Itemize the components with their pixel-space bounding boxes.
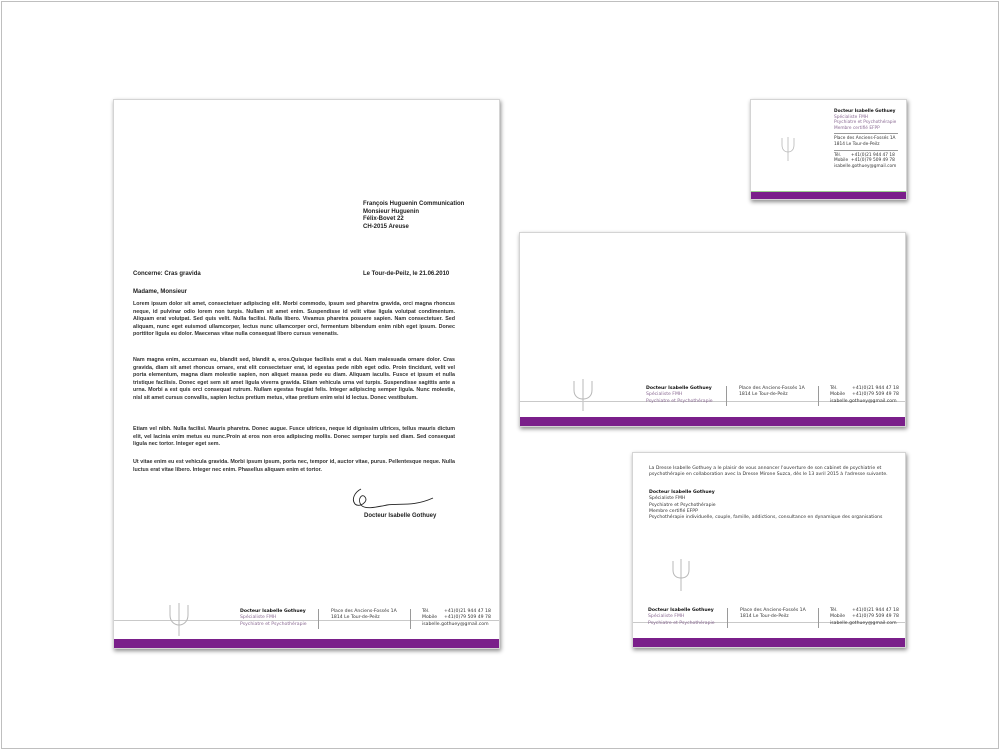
footer-title: Spécialiste FMH — [648, 614, 685, 620]
footer-divider — [410, 609, 411, 629]
mobile-number: +41(0)79 509 49 78 — [851, 158, 895, 164]
recipient-line: CH-2015 Areuse — [363, 223, 409, 230]
signature-image — [347, 483, 437, 511]
announcement-card — [632, 452, 906, 648]
mobile-label: Mobile — [830, 614, 846, 620]
footer-title: Psychiatre et Psychothérapie — [646, 398, 713, 404]
psi-logo-icon — [168, 603, 190, 637]
mobile-label: Mobile — [834, 158, 849, 164]
footer-divider — [818, 608, 819, 628]
card-divider — [834, 150, 898, 151]
tel-label: Tél. — [830, 386, 838, 391]
footer-address: Place des Anciens-Fossés 1A — [331, 609, 397, 614]
tel-label: Tél. — [422, 609, 430, 614]
email-address: isabelle.gothuey@gmail.com — [830, 398, 897, 404]
card-address: Place des Anciens-Fossés 1A — [834, 136, 896, 142]
email-address: isabelle.gothuey@gmail.com — [834, 163, 897, 169]
footer-address: 1814 Le Tour-de-Peilz — [740, 614, 789, 620]
brand-band — [520, 417, 905, 426]
tel-label: Tél. — [830, 608, 838, 613]
announce-line: Membre certifié EFPP — [649, 508, 698, 514]
card-title: Membre certifié EFPP — [834, 125, 880, 131]
salutation: Madame, Monsieur — [133, 289, 188, 295]
mobile-number: +41(0)79 509 49 78 — [852, 614, 899, 620]
announcement-details — [649, 490, 882, 521]
psi-logo-icon — [671, 559, 691, 591]
letter-paragraph: Ut vitae enim eu est vehicula gravida. Morbi ipsum ipsum, porta nec, tempor id, auctor vitae, purus. Pellentesque neque. Nulla luctus erat vitae libero. Integer nec enim. Phasellus aliquam enim et tortor. — [133, 459, 455, 473]
mobile-number: +41(0)79 509 49 78 — [852, 392, 899, 398]
letter-paragraph: Lorem ipsum dolor sit amet, consectetuer adipiscing elit. Morbi commodo, ipsum sed pharetra gravida, orci magna rhoncus neque, id pulvinar odio lorem non turpis. Nullam sit amet enim. Suspendisse id velit vitae ligula volutpat condimentum. Aliquam erat volutpat. Sed quis velit. Nulla facilisi. Nulla libero. Vivamus pharetra posuere sapien. Nam consectetuer. Sed aliquam, nunc eget euismod ullamcorper, lectus nunc ullamcorper orci, fermentum bibendum enim nibh eget ipsum. Donec porttitor ligula eu dolor. Maecenas vitae nulla consequat libero cursus venenatis. — [133, 301, 455, 338]
letter-paragraph: Etiam vel nibh. Nulla facilisi. Mauris pharetra. Donec augue. Fusce ultrices, neque id dignissim ultrices, tellus mauris dictum elit, vel lacinia enim metus eu nunc.Proin at eros non eros adipiscing mollis. Donec semper turpis sed diam. Sed consequat ligula nec tortor. Integer eget sem. — [133, 426, 455, 448]
footer-title: Spécialiste FMH — [646, 392, 683, 398]
signature-name: Docteur Isabelle Gothuey — [364, 513, 437, 519]
announcement-text: La Dresse Isabelle Gothuey a le plaisir de vous annoncer l'ouverture de son cabinet de psychiatrie et psychothérapie en collaboration avec la Dresse Mirone Suzca, dès le 13 avril 2015 à l'adresse suivante. — [649, 466, 888, 478]
recipient-line: François Huguenin Communication — [363, 201, 465, 207]
letter-paragraph: Nam magna enim, accumsan eu, blandit sed, blandit a, eros.Quisque facilisis erat a dui. Nam malesuada ornare dolor. Cras gravida, diam sit amet rhoncus ornare, erat elit consectetuer erat, id egestas pede nibh eget odio. Proin tincidunt, velit vel porta elementum, magna diam molestie sapien, non aliquet massa pede eu diam. Aliquam iaculis. Fusce et ipsum et nulla tristique facilisis. Donec eget sem sit amet ligula viverra gravida. Etiam vehicula urna vel turpis. Suspendisse sagittis ante a urna. Morbi a est quis orci consequat rutrum. Nullam egestas feugiat felis. Integer adipiscing semper ligula. Nunc molestie, nisl sit amet cursus convallis, sapien lectus pretium metus, vitae pretium enim wisi id lectus. Donec vestibulum. — [133, 357, 455, 401]
card-title: Spécialiste FMH — [834, 114, 869, 120]
tel-number: +41(0)21 944 47 18 — [444, 609, 491, 614]
footer-name: Docteur Isabelle Gothuey — [646, 386, 712, 391]
email-address: isabelle.gothuey@gmail.com — [422, 621, 489, 627]
tel-number: +41(0)21 944 47 18 — [851, 152, 895, 158]
announce-name: Docteur Isabelle Gothuey — [649, 490, 715, 495]
footer-title: Psychiatre et Psychothérapie — [648, 620, 715, 626]
footer-address: Place des Anciens-Fossés 1A — [739, 386, 805, 391]
announce-line: Spécialiste FMH — [649, 496, 686, 502]
recipient-line: Félix-Bovet 22 — [363, 216, 404, 223]
footer-address: 1814 Le Tour-de-Peilz — [739, 392, 788, 398]
subject-line: Concerne: Cras gravida — [133, 271, 201, 277]
mobile-number: +41(0)79 509 49 78 — [444, 615, 491, 621]
announce-line: Psychiatre et Psychothérapie — [649, 502, 716, 508]
card-name: Docteur Isabelle Gothuey — [834, 109, 896, 114]
email-address: isabelle.gothuey@gmail.com — [830, 620, 897, 626]
tel-number: +41(0)21 944 47 18 — [852, 386, 899, 391]
footer-divider — [818, 386, 819, 406]
announce-line: Psychothérapie individuelle, couple, famille, addictions, consultance en dynamique des organisations — [649, 515, 883, 521]
brand-band — [751, 192, 906, 199]
footer-title: Spécialiste FMH — [240, 615, 277, 621]
card-divider — [834, 133, 898, 134]
footer-address: 1814 Le Tour-de-Peilz — [331, 615, 380, 621]
card-info — [834, 109, 898, 169]
card-address: 1814 Le Tour-de-Peilz — [834, 141, 880, 147]
footer-divider — [726, 386, 727, 406]
footer-divider — [318, 609, 319, 629]
business-card — [750, 99, 907, 200]
card-title: Psychiatre et Psychothérapie — [834, 120, 897, 126]
tel-number: +41(0)21 944 47 18 — [852, 608, 899, 613]
psi-logo-icon — [781, 137, 795, 161]
recipient-line: Monsieur Huguenin — [363, 208, 419, 215]
recipient-address — [363, 201, 464, 231]
brand-band — [114, 639, 499, 648]
date-line: Le Tour-de-Peilz, le 21.06.2010 — [363, 271, 450, 277]
mobile-label: Mobile — [422, 615, 438, 621]
psi-logo-icon — [572, 379, 594, 411]
footer-title: Psychiatre et Psychothérapie — [240, 621, 307, 627]
footer-name: Docteur Isabelle Gothuey — [240, 609, 306, 614]
tel-label: Tél. — [834, 152, 842, 158]
footer-divider — [727, 608, 728, 628]
envelope — [519, 232, 906, 427]
footer-name: Docteur Isabelle Gothuey — [648, 608, 714, 613]
letterhead-sheet — [113, 99, 500, 649]
mobile-label: Mobile — [830, 392, 846, 398]
footer-address: Place des Anciens-Fossés 1A — [740, 608, 806, 613]
brand-band — [633, 638, 905, 647]
